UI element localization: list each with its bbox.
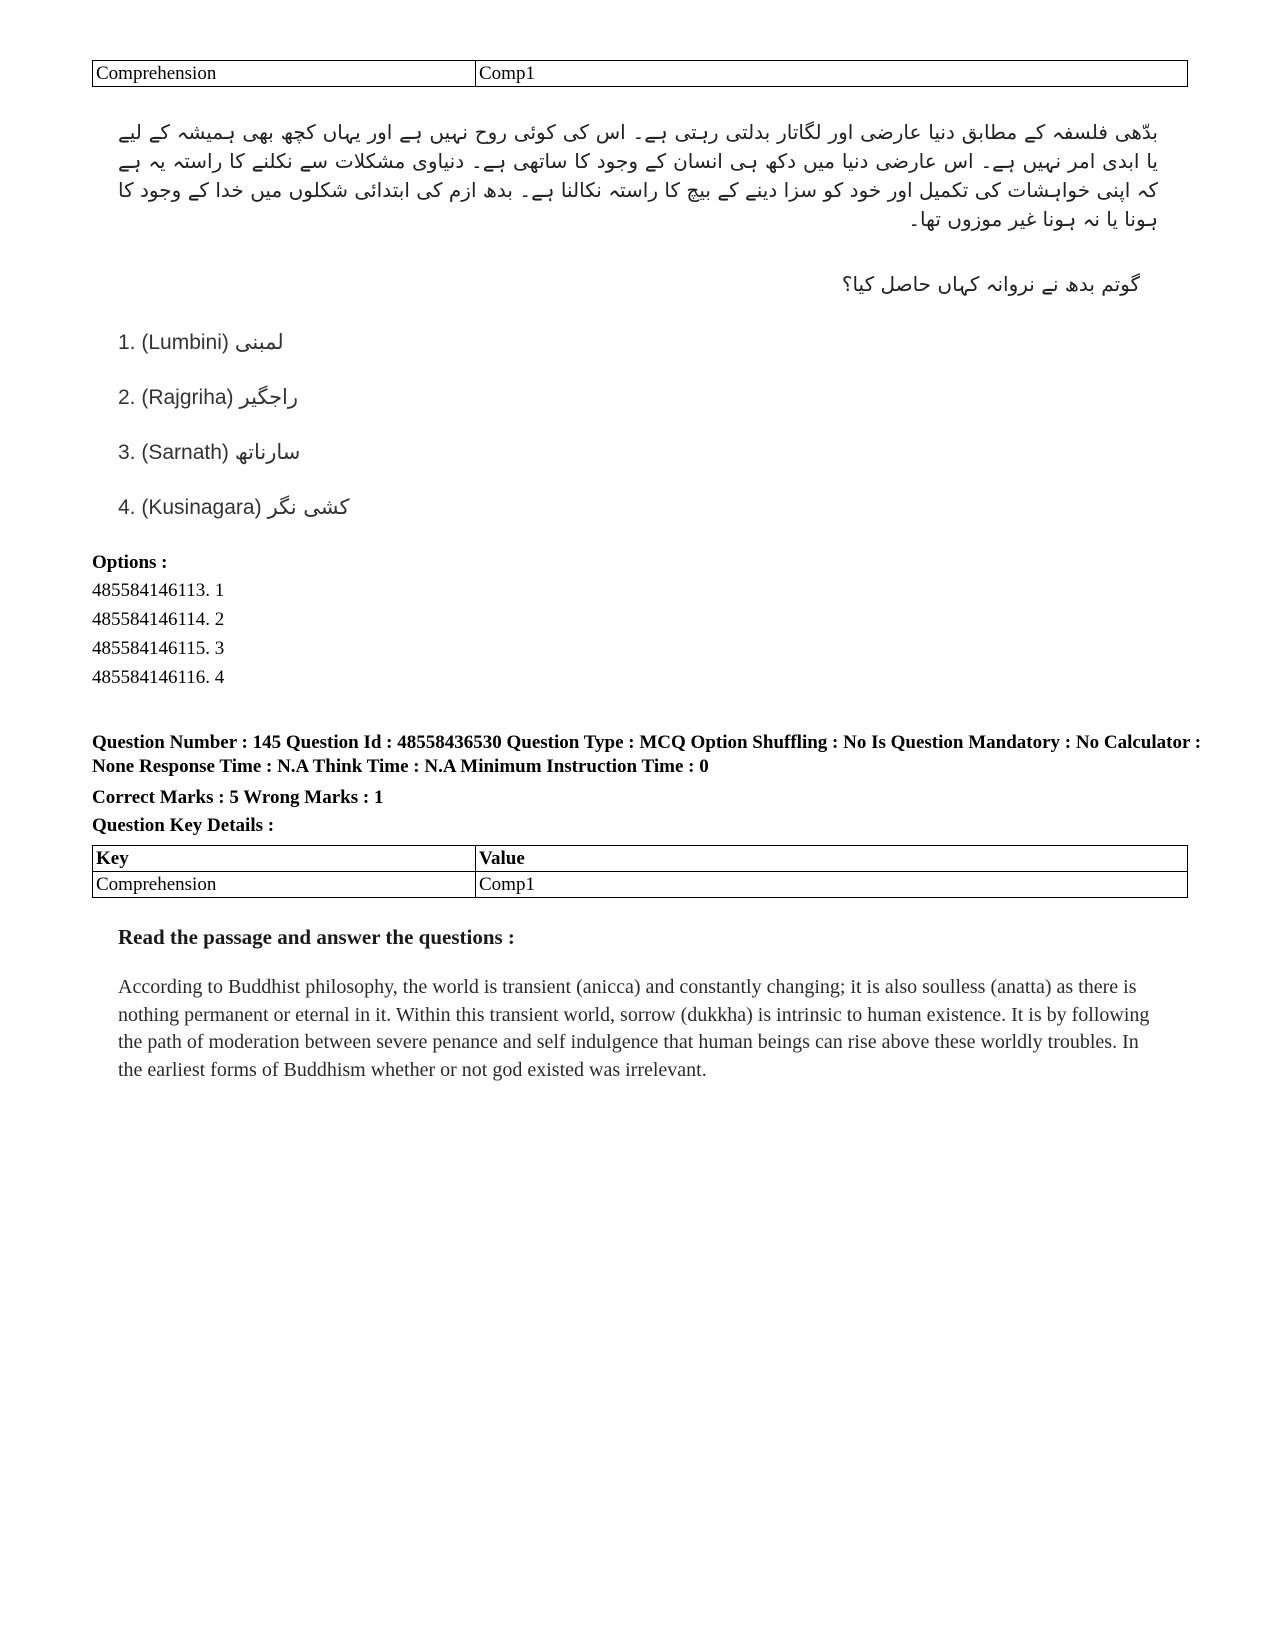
passage-heading: Read the passage and answer the questions :: [118, 925, 515, 949]
table-header-key: Key: [93, 846, 476, 872]
options-title: Options :: [92, 552, 168, 573]
option-item: 485584146114. 2: [92, 609, 225, 630]
top-key-value-table: [92, 60, 1188, 87]
english-passage: According to Buddhist philosophy, the world is transient (anicca) and constantly changing; it is also soulless (anatta) as there is nothing permanent or eternal in it. Within this transient world, sorrow (dukkha) is intrinsic to human existence. It is by following the path of moderation between severe penance and self indulgence that human beings can rise above these worldly troubles. In the earliest forms of Buddhism whether or not god existed was irrelevant.: [118, 976, 1150, 1081]
answer-choice: [118, 440, 300, 465]
table-row: [93, 872, 1188, 898]
option-item: 485584146115. 3: [92, 638, 225, 659]
marks-info: Correct Marks : 5 Wrong Marks : 1: [92, 787, 384, 808]
table-header-row: [93, 846, 1188, 872]
key-details-title: Question Key Details :: [92, 815, 275, 836]
table-header-value: Value: [476, 846, 1188, 872]
choice-urdu: کشی نگر: [267, 495, 350, 519]
answer-choice: [118, 495, 350, 520]
question-key-table: [92, 845, 1188, 898]
answer-choice: [118, 385, 298, 410]
urdu-question: گوتم بدھ نے نروانہ کہاں حاصل کیا؟: [841, 272, 1140, 296]
urdu-passage: بدّھی فلسفہ کے مطابق دنیا عارضی اور لگاتار بدلتی رہتی ہے۔ اس کی کوئی روح نہیں ہے اور یہاں کچھ بھی ہمیشہ کے لیے یا ابدی امر نہیں ہے۔ اس عارضی دنیا میں دکھ ہی انسان کے وجود کا ساتھی ہے۔ دنیاوی مشکلات سے نکلنے کا راستہ یہ ہے کہ اپنی خواہشات کی تکمیل اور خود کو سزا دینے کے بیچ کا راستہ نکالنا ہے۔ بدھ ازم کی ابتدائی شکلوں میں خدا کے وجود کا ہونا یا نہ ہونا غیر موزوں تھا۔: [118, 120, 1158, 231]
option-item: 485584146113. 1: [92, 580, 225, 601]
table-value-cell: Comp1: [476, 872, 1188, 898]
table-key-cell: Comprehension: [93, 872, 476, 898]
table-key-cell: Comprehension: [93, 61, 476, 87]
choice-label: 1. (Lumbini): [118, 331, 229, 354]
choice-urdu: سارناتھ: [234, 440, 301, 464]
option-item: 485584146116. 4: [92, 667, 225, 688]
table-row: [93, 61, 1188, 87]
answer-choice: [118, 330, 284, 355]
choice-label: 4. (Kusinagara): [118, 496, 262, 519]
choice-label: 3. (Sarnath): [118, 441, 229, 464]
choice-label: 2. (Rajgriha): [118, 386, 234, 409]
choice-urdu: راجگیر: [239, 385, 299, 409]
table-value-cell: Comp1: [476, 61, 1188, 87]
choice-urdu: لمبنی: [234, 330, 284, 354]
question-metadata: Question Number : 145 Question Id : 48558436530 Question Type : MCQ Option Shuffling : No Is Question Mandatory : No Calculator : None Response Time : N.A Think Time : N.A Minimum Instruction Time : 0: [92, 732, 1202, 777]
